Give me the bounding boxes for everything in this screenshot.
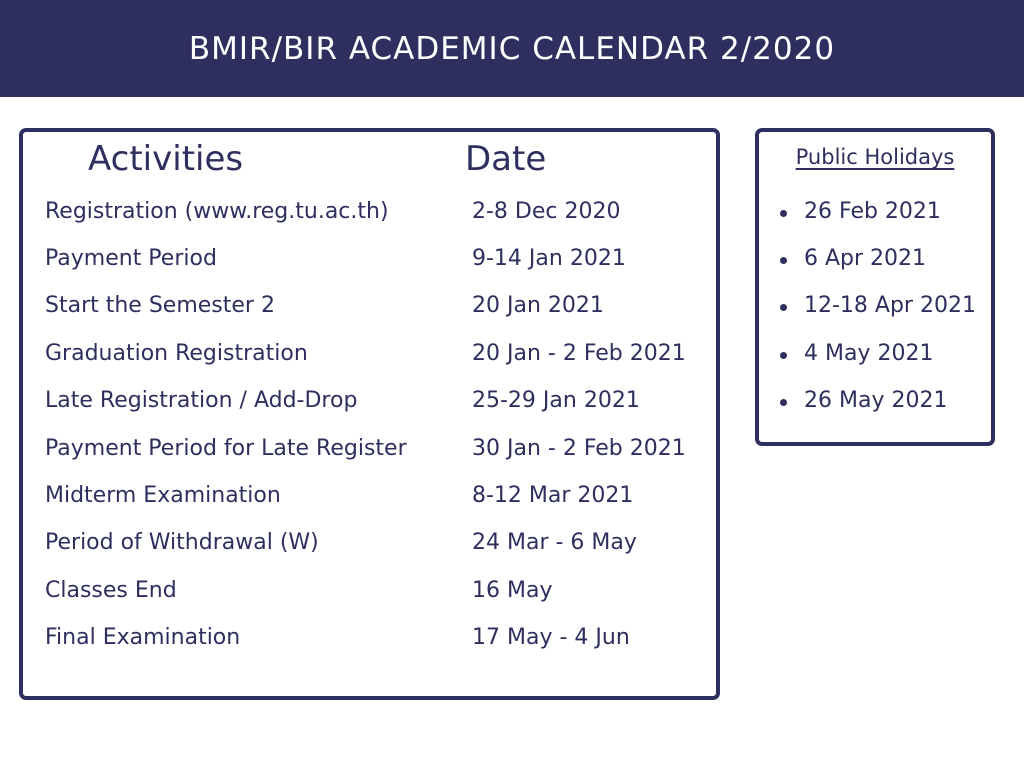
activity-date: 16 May: [472, 578, 553, 603]
activity-date: 2-8 Dec 2020: [472, 199, 621, 224]
bullet-icon: [780, 304, 787, 311]
activity-date: 24 Mar - 6 May: [472, 530, 637, 555]
activity-name: Start the Semester 2: [45, 293, 275, 318]
activity-date: 30 Jan - 2 Feb 2021: [472, 436, 686, 461]
schedule-row: [45, 483, 705, 513]
activity-date: 25-29 Jan 2021: [472, 388, 640, 413]
schedule-row: [45, 246, 705, 276]
activity-name: Payment Period for Late Register: [45, 436, 407, 461]
activity-date: 20 Jan 2021: [472, 293, 604, 318]
schedule-row: [45, 578, 705, 608]
activities-heading: Activities: [88, 139, 244, 179]
activity-date: 17 May - 4 Jun: [472, 625, 630, 650]
schedule-row: [45, 199, 705, 229]
activity-name: Classes End: [45, 578, 177, 603]
activity-name: Graduation Registration: [45, 341, 308, 366]
schedule-row: [45, 341, 705, 371]
schedule-row: [45, 625, 705, 655]
schedule-row: [45, 436, 705, 466]
holiday-date: 4 May 2021: [804, 341, 934, 366]
header-bar: [0, 0, 1024, 97]
activity-name: Late Registration / Add-Drop: [45, 388, 358, 413]
activity-name: Period of Withdrawal (W): [45, 530, 319, 555]
activity-date: 9-14 Jan 2021: [472, 246, 626, 271]
schedule-row: [45, 530, 705, 560]
holidays-title: Public Holidays: [795, 145, 955, 169]
schedule-row: [45, 293, 705, 323]
bullet-icon: [780, 210, 787, 217]
activity-name: Registration (www.reg.tu.ac.th): [45, 199, 389, 224]
bullet-icon: [780, 352, 787, 359]
page-title: BMIR/BIR ACADEMIC CALENDAR 2/2020: [188, 30, 836, 67]
activity-date: 8-12 Mar 2021: [472, 483, 634, 508]
activity-name: Payment Period: [45, 246, 217, 271]
activity-name: Final Examination: [45, 625, 241, 650]
holiday-date: 26 Feb 2021: [804, 199, 941, 224]
holiday-date: 26 May 2021: [804, 388, 948, 413]
date-heading: Date: [465, 139, 547, 179]
schedule-row: [45, 388, 705, 418]
bullet-icon: [780, 399, 787, 406]
bullet-icon: [780, 257, 787, 264]
holiday-date: 12-18 Apr 2021: [804, 293, 976, 318]
activity-name: Midterm Examination: [45, 483, 281, 508]
activity-date: 20 Jan - 2 Feb 2021: [472, 341, 686, 366]
holiday-date: 6 Apr 2021: [804, 246, 927, 271]
